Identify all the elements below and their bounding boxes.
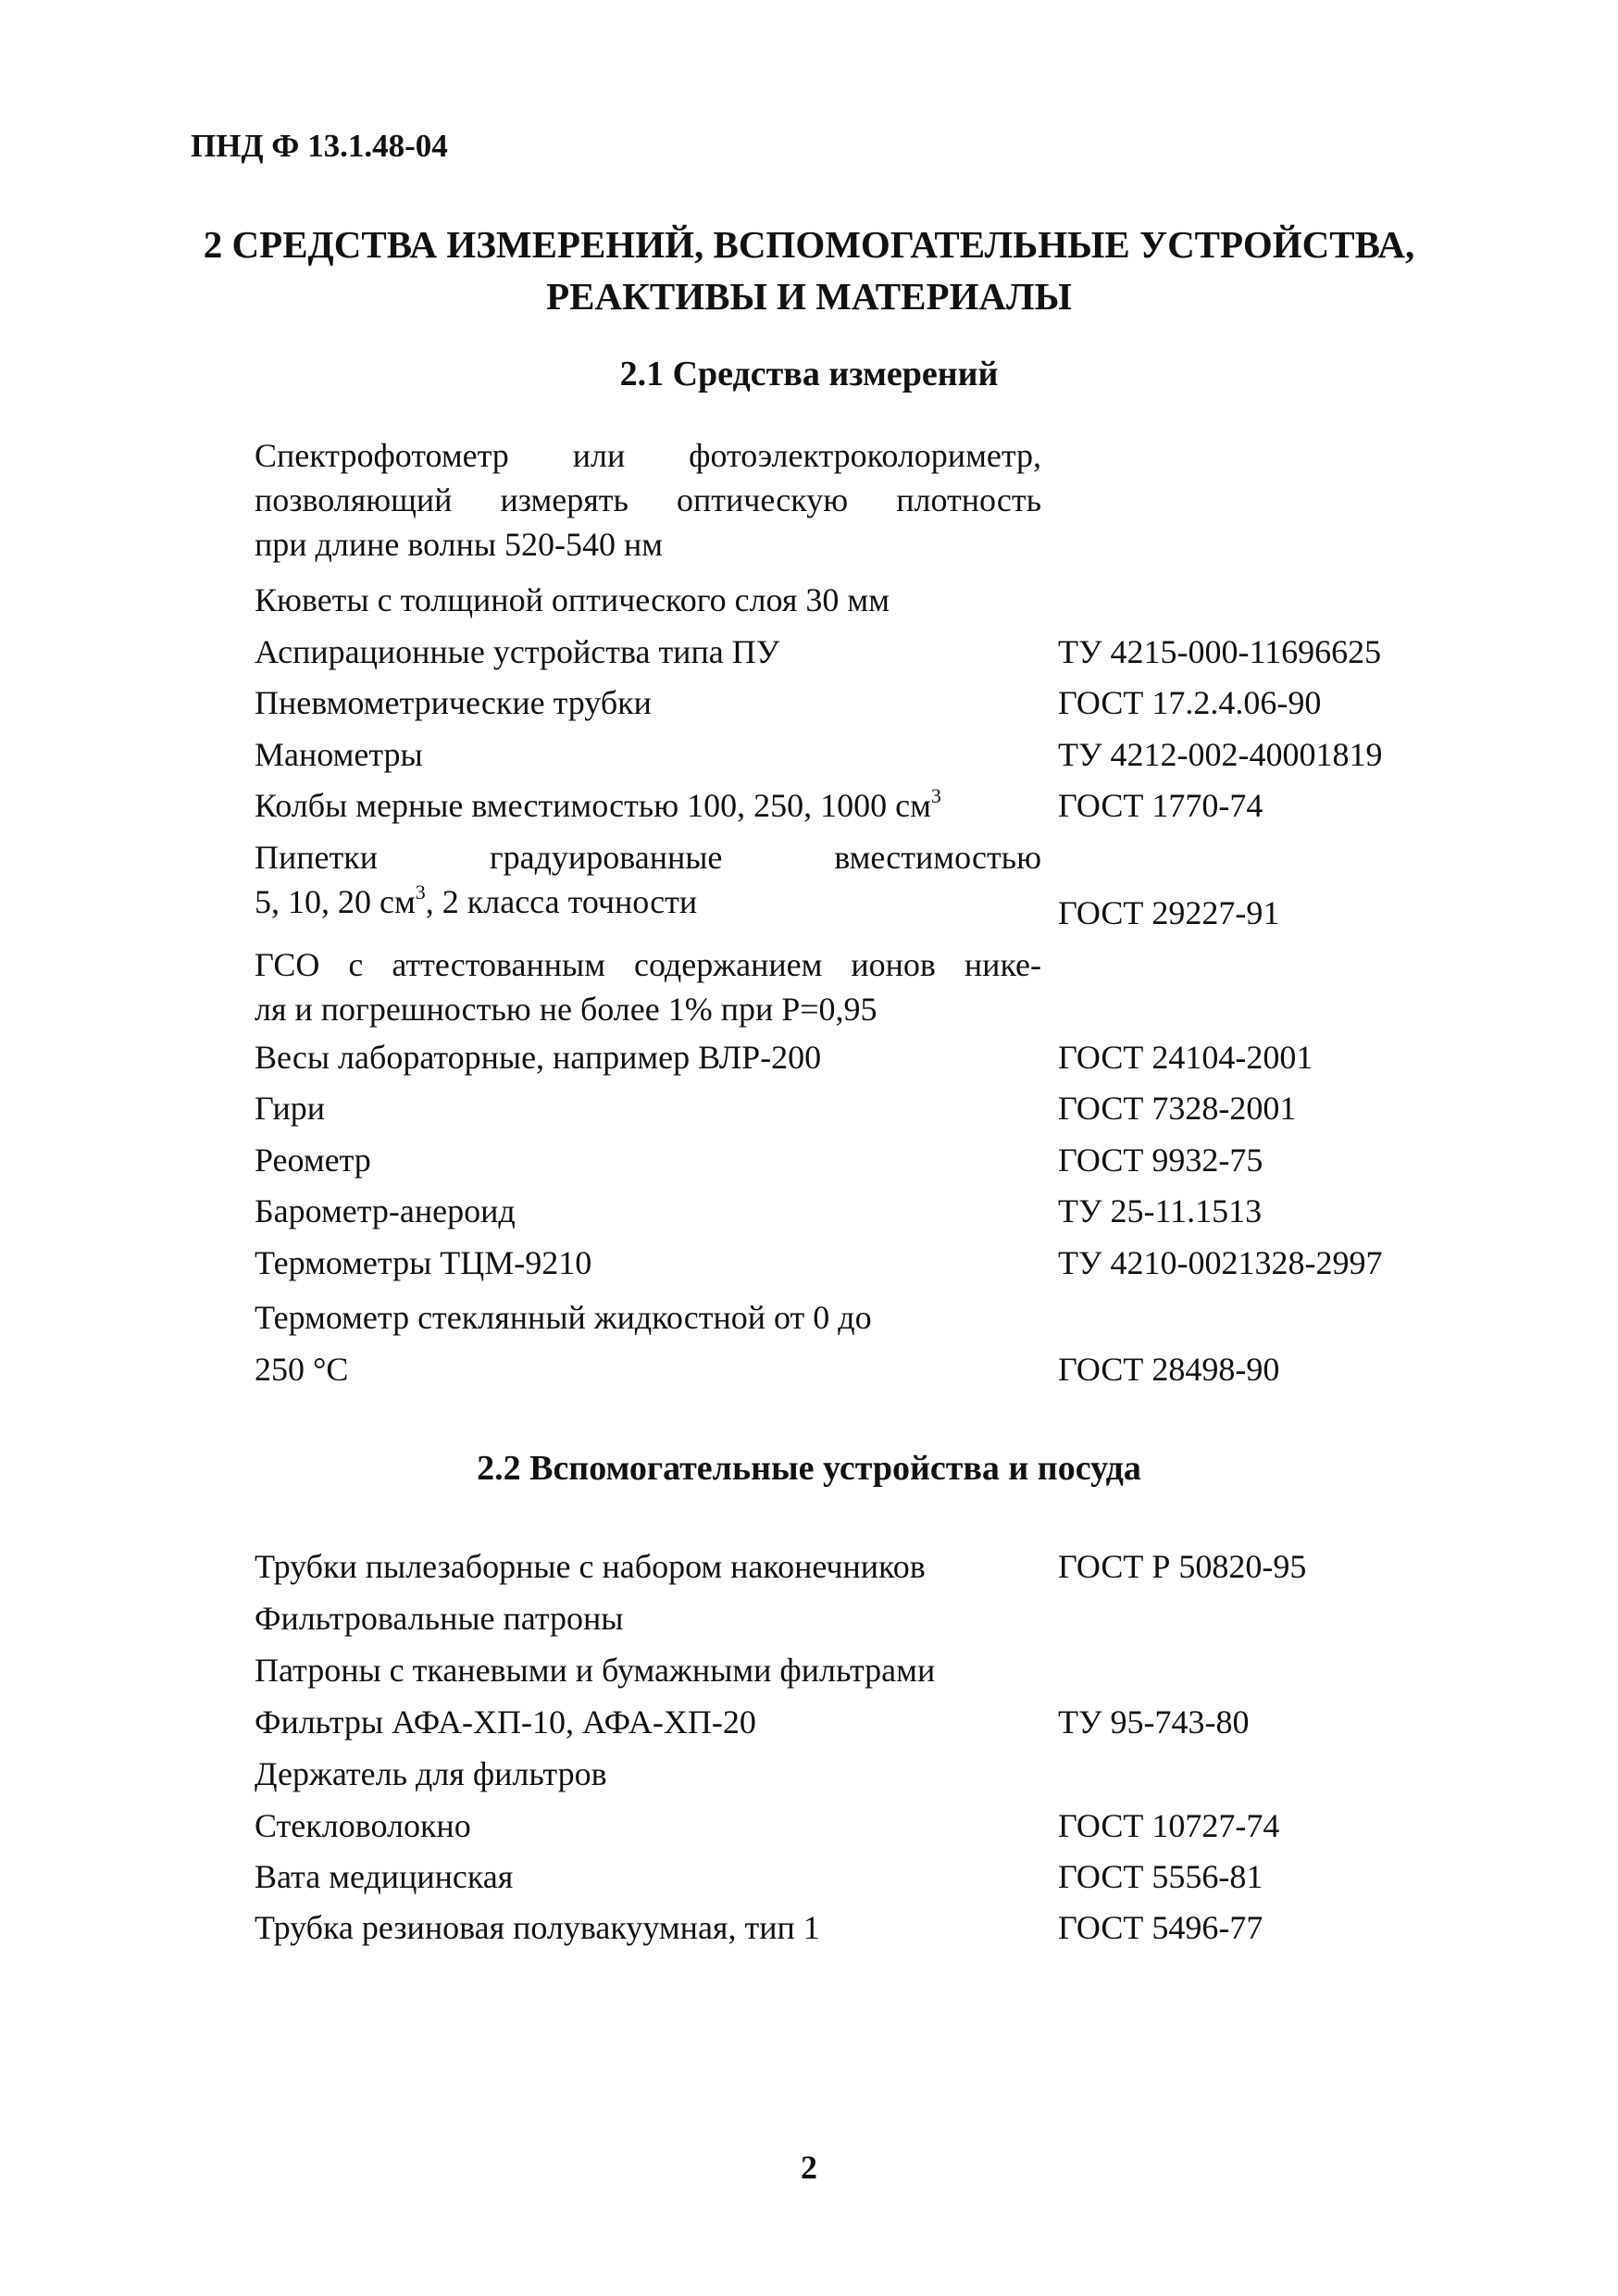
item-standard: ГОСТ 7328-2001 [1058,1090,1297,1127]
item-name: Гири [255,1090,325,1127]
item-name: Манометры [255,736,423,773]
subsection-title-auxiliary: 2.2 Вспомогательные устройства и посуда [477,1449,1141,1488]
item-name-line: ля и погрешностью не более 1% при Р=0,95 [255,991,877,1028]
item-name [255,942,1041,1031]
item-standard: ГОСТ 5496-77 [1058,1909,1263,1946]
item-name-line [255,880,1041,924]
item-name: Аспирационные устройства типа ПУ [255,633,780,670]
subsection-title-measuring: 2.1 Средства измерений [619,355,999,393]
item-standard: ГОСТ 24104-2001 [1058,1039,1313,1076]
item-name: Термометры ТЦМ-9210 [255,1244,592,1281]
item-standard: ГОСТ 10727-74 [1058,1807,1280,1844]
item-name: Держатель для фильтров [255,1755,607,1792]
item-name-line: Спектрофотометр или фотоэлектроколориметр, [255,437,1041,474]
item-name: Трубка резиновая полувакуумная, тип 1 [255,1909,820,1946]
item-name-line: позволяющий измерять оптическую плотность [255,481,1041,518]
item-name: Пневмометрические трубки [255,684,652,721]
item-name: Патроны с тканевыми и бумажными фильтрами [255,1652,936,1689]
item-standard: ГОСТ 17.2.4.06-90 [1058,684,1322,721]
item-standard: ТУ 25-11.1513 [1058,1192,1263,1229]
item-name-text: Колбы мерные вместимостью 100, 250, 1000 см [255,787,931,824]
item-name [255,783,1046,828]
item-name [255,835,1041,924]
item-name-text: , 2 класса точности [425,883,698,920]
superscript: 3 [930,784,941,807]
section-title-line-2: РЕАКТИВЫ И МАТЕРИАЛЫ [546,275,1072,318]
item-standard: ТУ 4210-0021328-2997 [1058,1244,1383,1281]
item-standard: ГОСТ 1770-74 [1058,787,1263,824]
item-name-line: Термометр стеклянный жидкостной от 0 до [255,1299,872,1336]
item-name: Кюветы с толщиной оптического слоя 30 мм [255,581,890,618]
item-name-line: 250 °С [255,1351,349,1388]
item-name: Барометр-анероид [255,1192,516,1229]
item-name: Фильтры АФА-ХП-10, АФА-ХП-20 [255,1703,756,1741]
item-standard: ТУ 95-743-80 [1058,1703,1250,1741]
item-name-line: при длине волны 520-540 нм [255,526,664,563]
item-standard: ГОСТ Р 50820-95 [1058,1548,1307,1585]
item-name: Стекловолокно [255,1807,471,1844]
superscript: 3 [415,880,426,904]
section-title-line-1: 2 СРЕДСТВА ИЗМЕРЕНИЙ, ВСПОМОГАТЕЛЬНЫЕ УСТРОЙСТВА, [203,223,1415,266]
item-standard: ТУ 4212-002-40001819 [1058,736,1383,773]
item-name: Вата медицинская [255,1858,514,1895]
item-standard: ГОСТ 9932-75 [1058,1142,1263,1179]
item-name: Весы лабораторные, например ВЛР-200 [255,1039,822,1076]
item-name-text: 5, 10, 20 см [255,883,416,920]
page-number: 2 [801,2149,817,2186]
document-code: ПНД Ф 13.1.48-04 [191,128,448,164]
item-name [255,1292,1046,1395]
item-name: Трубки пылезаборные с набором наконечников [255,1548,926,1585]
item-standard: ГОСТ 29227-91 [1058,894,1280,931]
item-name: Фильтровальные патроны [255,1600,624,1637]
item-standard: ТУ 4215-000-11696625 [1058,633,1382,670]
item-name-line: ГСО с аттестованным содержанием ионов нике- [255,946,1041,983]
item-name: Реометр [255,1142,371,1179]
section-title [139,218,1479,322]
item-standard: ГОСТ 28498-90 [1058,1351,1280,1388]
item-name [255,433,1041,567]
item-name-line: Пипетки градуированные вместимостью [255,839,1041,876]
item-standard: ГОСТ 5556-81 [1058,1858,1263,1895]
